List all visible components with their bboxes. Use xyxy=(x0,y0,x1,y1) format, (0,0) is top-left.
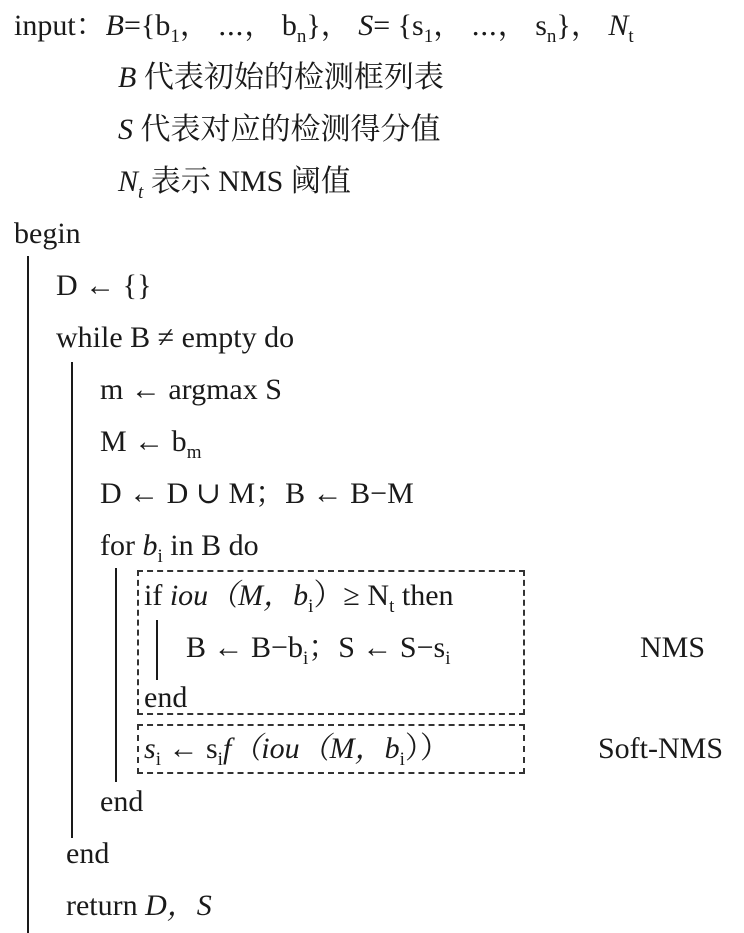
var-N: N xyxy=(118,165,139,198)
nms-label: NMS xyxy=(640,631,706,664)
S-set-sep: ， ⋯， s xyxy=(433,9,547,42)
for-var: b xyxy=(142,529,158,562)
Nt-subscript: t xyxy=(628,26,634,47)
B-set-sep: ， ⋯， b xyxy=(179,9,297,42)
end-if-line: end xyxy=(144,681,188,714)
soft-nms-label: Soft-NMS xyxy=(598,732,724,765)
input-keyword: input： xyxy=(14,9,106,42)
bn-subscript: n xyxy=(296,26,307,47)
bi-subscript: i xyxy=(302,648,309,669)
desc-S: 代表对应的检测得分值 xyxy=(140,113,441,146)
Nt-subscript: t xyxy=(389,596,395,617)
bi-subscript: i xyxy=(308,596,314,617)
desc-N-line xyxy=(118,164,351,203)
desc-S-line xyxy=(118,112,441,148)
D-init-line: D ← {} xyxy=(56,269,152,302)
for-block-bar xyxy=(115,568,117,782)
m-assign-line: m ← argmax S xyxy=(100,373,282,406)
remove-line: B ← $B-b_i$；S ← $S-s_i$ xyxy=(186,631,451,669)
desc-N: 表示 NMS 阈值 xyxy=(150,165,351,198)
Nt-subscript: t xyxy=(138,182,144,203)
bi-subscript: i xyxy=(157,546,163,567)
for-keyword: for xyxy=(100,529,135,562)
desc-B: 代表初始的检测框列表 xyxy=(143,61,444,94)
var-N: N xyxy=(608,9,629,42)
S-set-close: }， xyxy=(556,9,601,42)
bi-subscript: i xyxy=(399,749,405,770)
return-line xyxy=(66,888,212,924)
while-condition: B ≠ empty do xyxy=(130,321,295,354)
return-values: D，S xyxy=(145,889,212,922)
while-block-bar xyxy=(71,362,73,838)
return-keyword: return xyxy=(66,889,138,922)
if-line xyxy=(144,578,454,617)
if-keyword: if xyxy=(144,579,163,612)
var-B: B xyxy=(118,61,137,94)
desc-B-line xyxy=(118,60,444,96)
end-for-line: end xyxy=(100,785,144,818)
si-subscript: i xyxy=(217,749,223,770)
begin-keyword: begin xyxy=(14,217,81,250)
var-S: S xyxy=(118,113,133,146)
while-keyword: while xyxy=(56,321,123,354)
M-assign-line: M ← $b_m$ xyxy=(100,425,202,463)
end-while-line: end xyxy=(66,837,110,870)
si-subscript: i xyxy=(445,648,451,669)
var-B: B xyxy=(105,9,124,42)
sn-subscript: n xyxy=(546,26,557,47)
if-cond-b: ）≥ N xyxy=(313,579,390,612)
b1-subscript: 1 xyxy=(170,26,180,47)
bm-subscript: m xyxy=(186,442,202,463)
for-rest: in B do xyxy=(170,529,259,562)
for-line xyxy=(100,528,259,567)
while-line xyxy=(56,320,294,356)
then-keyword: then xyxy=(401,579,454,612)
si-subscript: i xyxy=(155,749,161,770)
B-set-open: ={b xyxy=(124,9,171,42)
if-cond-a: iou（M，b xyxy=(169,579,309,612)
S-set-open: = {s xyxy=(373,9,424,42)
soft-update-line: $s_i$ ← $s_if(iou(M$，$b_i$）） xyxy=(144,732,450,770)
input-line xyxy=(14,8,634,47)
begin-block-bar xyxy=(27,256,29,933)
D-update-line: D ← D ∪ M；B ← B−M xyxy=(100,477,414,510)
B-set-close: }， xyxy=(306,9,351,42)
var-S: S xyxy=(358,9,374,42)
s1-subscript: 1 xyxy=(423,26,434,47)
